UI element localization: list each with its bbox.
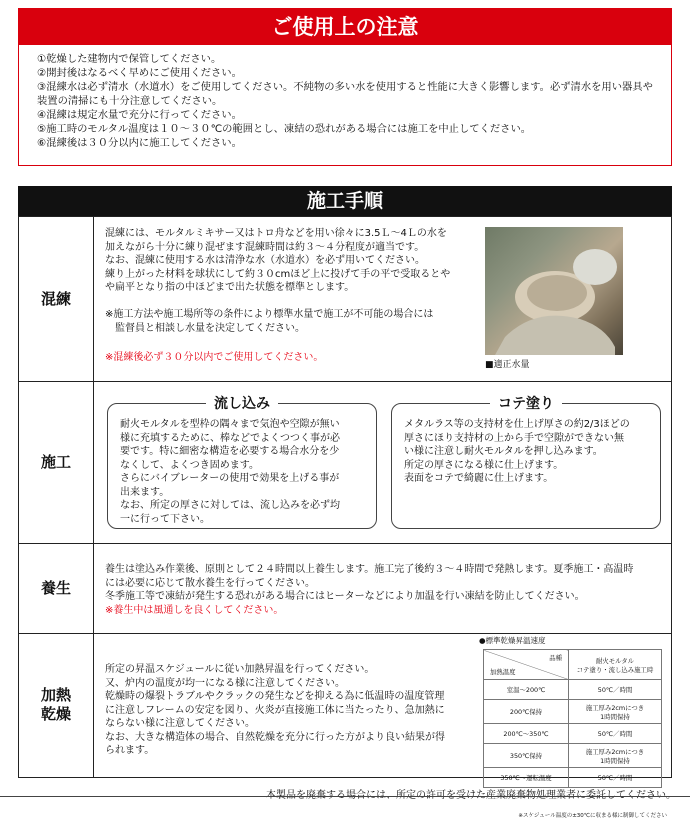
schedule-header-product xyxy=(569,650,662,680)
text-line: ※施工方法や施工場所等の条件により標準水量で施工が不可能の場合には xyxy=(105,309,434,320)
text-line: 表面をコテで綺麗に仕上げます。 xyxy=(404,473,554,484)
caution-item: ⑥混練後は３０分以内に施工してください。 xyxy=(37,137,242,149)
trowel-title: コテ塗り xyxy=(490,393,562,413)
curing-warning: ※養生中は風通しを良くしてください。 xyxy=(105,604,284,616)
text-line: なくして、よくつき固めます。 xyxy=(120,459,259,471)
application-label: 施工 xyxy=(19,381,94,543)
schedule-header-corner xyxy=(484,650,569,680)
schedule-temp: 200℃～350℃ xyxy=(484,724,569,744)
schedule-value xyxy=(569,700,662,724)
text-line: には必要に応じて散水養生を行ってください。 xyxy=(105,577,315,589)
text-line: なお、所定の厚さに対しては、流し込みを必ず均 xyxy=(120,500,340,511)
drying-label xyxy=(19,633,94,777)
caution-list xyxy=(37,52,667,150)
text-line: 養生は塗込み作業後、原則として２４時間以上養生します。施工完了後約３～４時間で発熱します。夏季施工・高温時 xyxy=(105,564,634,575)
text-line: 厚さにほり支持材の上から手で空隙ができない無 xyxy=(404,432,624,444)
schedule-row xyxy=(484,700,662,724)
text-line: に注意しフレームの安定を図り、火炎が直接施工体に当たったり、急加熱に xyxy=(105,704,445,716)
text-line: 耐火モルタルを型枠の隅々まで気泡や空隙が無い xyxy=(120,419,340,430)
schedule-value xyxy=(569,680,662,700)
mixing-photo xyxy=(485,227,623,355)
text-line: なお、大きな構造体の場合、自然乾燥を充分に行った方がより良い結果が得 xyxy=(105,731,445,743)
mixing-text xyxy=(105,227,485,365)
text-line: さらにバイブレーターの使用で効果を上げる事が xyxy=(120,473,340,484)
text-spacer xyxy=(105,295,485,309)
schedule-value xyxy=(569,724,662,744)
text-line: 所定の厚さになる様に仕上げます。 xyxy=(404,459,564,471)
schedule-temp: 室温～200℃ xyxy=(484,680,569,700)
schedule-table xyxy=(483,649,662,788)
schedule-table-wrap xyxy=(483,649,662,788)
text-line: 出来ます。 xyxy=(120,486,170,498)
caution-item: ①乾燥した建物内で保管してください。 xyxy=(37,53,222,65)
text-line: 所定の昇温スケジュールに従い加熱昇温を行ってください。 xyxy=(105,664,375,675)
schedule-header-item: 品種 xyxy=(549,654,562,662)
schedule-value xyxy=(569,744,662,768)
footer-divider xyxy=(0,796,690,797)
text-line: ならない様に注意してください。 xyxy=(105,718,255,729)
text-line: なお、混練に使用する水は清浄な水（水道水）を必ず用いてください。 xyxy=(105,255,425,266)
text-line: や扁平となり指の中ほどまで出た状態を標準とします。 xyxy=(105,282,355,293)
value-line: 50℃／時間 xyxy=(597,730,633,738)
caution-item: 装置の清掃にも十分注意してください。 xyxy=(37,95,223,107)
caution-item: ②開封後はなるべく早めにご使用ください。 xyxy=(37,67,242,79)
value-line: 施工厚み2cmにつき xyxy=(585,703,645,712)
schedule-row xyxy=(484,744,662,768)
caution-item: ④混練は規定水量で充分に行ってください。 xyxy=(37,109,242,121)
curing-row xyxy=(19,543,671,634)
text-line: メタルラス等の支持材を仕上げ厚さの約2/3ほどの xyxy=(404,419,630,430)
curing-label: 養生 xyxy=(19,543,94,633)
mixing-warning: ※混練後必ず３０分以内でご使用してください。 xyxy=(105,352,324,363)
text-line: い様に注意し耐火モルタルを押し込みます。 xyxy=(404,446,603,457)
schedule-temp: 350℃～運転温度 xyxy=(484,768,569,788)
trowel-text xyxy=(404,418,654,486)
schedule-temp: 200℃保持 xyxy=(484,700,569,724)
schedule-row xyxy=(484,724,662,744)
text-line: 冬季施工等で凍結が発生する恐れがある場合にはヒーターなどにより加温を行い凍結を防止してください。 xyxy=(105,591,585,602)
drying-text xyxy=(105,663,475,758)
schedule-title: ●標準乾燥昇温速度 xyxy=(479,636,546,645)
caution-item: ③混練水は必ず清水（水道水）をご使用してください。不純物の多い水を使用すると性能に大きく影響します。必ず清水を用い器具や xyxy=(37,81,653,93)
schedule-temp: 350℃保持 xyxy=(484,744,569,768)
application-row xyxy=(19,381,671,544)
text-line: られます。 xyxy=(105,745,155,756)
disposal-footer xyxy=(0,786,676,801)
pour-box xyxy=(107,396,377,529)
value-line: 50℃／時間 xyxy=(597,686,633,694)
caution-title: ご使用上の注意 xyxy=(19,9,671,45)
drying-label-line: 加熱 xyxy=(40,686,71,704)
text-line: 要です。特に細密な構造を必要する場合水分を少 xyxy=(120,446,340,457)
text-line: 加えながら十分に練り混ぜます混練時間は約３～４分程度が適当です。 xyxy=(105,241,425,253)
schedule-row xyxy=(484,768,662,788)
schedule-row xyxy=(484,680,662,700)
drying-row xyxy=(19,633,671,819)
procedure-title: 施工手順 xyxy=(18,186,672,216)
text-line: 乾燥時の爆裂トラブルやクラックの発生などを抑える為に低温時の温度管理 xyxy=(105,691,445,702)
hand-mortar-illustration xyxy=(485,227,623,355)
header-product-line: コテ塗り・流し込み施工時 xyxy=(576,665,654,674)
trowel-box xyxy=(391,396,661,529)
mixing-row xyxy=(19,217,671,382)
schedule-note: ※スケジュール温度の±30℃に収まる様に制御してください xyxy=(518,813,667,819)
photo-caption: ■適正水量 xyxy=(485,360,530,370)
value-line: 1時間保持 xyxy=(600,756,630,765)
caution-box xyxy=(18,8,672,166)
drying-label-line: 乾燥 xyxy=(40,705,71,723)
schedule-value xyxy=(569,768,662,788)
text-line: 一に行って下さい。 xyxy=(120,513,210,525)
header-product-line: 耐火モルタル xyxy=(595,656,635,665)
text-line: 練り上がった材料を球状にして約３０cmほど上に投げて手の平で受取るとや xyxy=(105,268,451,280)
value-line: 施工厚み2cmにつき xyxy=(585,747,645,756)
text-line: 監督員と相談し水量を決定してください。 xyxy=(105,322,305,334)
text-line: 混練には、モルタルミキサー又はトロ舟などを用い徐々に3.5Ｌ～4Ｌの水を xyxy=(105,228,447,239)
mixing-label: 混練 xyxy=(19,217,94,381)
schedule-header-temp: 加熱温度 xyxy=(490,668,516,676)
procedure-table xyxy=(18,216,672,819)
value-line: 50℃／時間 xyxy=(597,774,633,782)
pour-title: 流し込み xyxy=(206,393,278,413)
text-line: 又、炉内の温度が均一になる様に注意してください。 xyxy=(105,677,345,689)
value-line: 1時間保持 xyxy=(600,712,630,721)
curing-text xyxy=(105,563,665,617)
pour-text xyxy=(120,418,370,526)
text-line: 様に充填するために、棒などでよくつつく事が必 xyxy=(120,432,340,444)
caution-item: ⑤施工時のモルタル温度は１０～３０℃の範囲とし、凍結の恐れがある場合には施工を中止してください。 xyxy=(37,123,532,135)
